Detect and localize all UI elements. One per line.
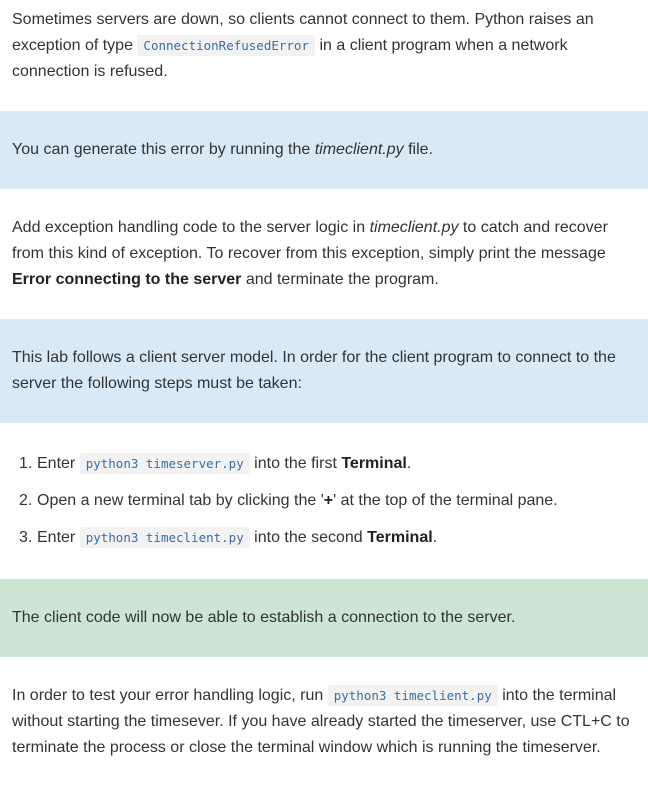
step-text: Enter [37, 455, 80, 472]
step-number: 2. [19, 492, 33, 509]
step-text: . [406, 455, 412, 472]
generate-text-2: file. [403, 141, 433, 158]
step-command: python3 timeserver.py [80, 453, 250, 474]
task-text-2: to catch and recover from this kind of exception. To recover from this exception, simply print the message [12, 219, 608, 262]
step-command: python3 timeclient.py [80, 527, 250, 548]
task-filename: timeclient.py [369, 219, 459, 236]
generate-text-1: You can generate this error by running the [12, 141, 315, 158]
generate-filename: timeclient.py [314, 141, 404, 158]
plus-symbol: + [323, 492, 334, 509]
step-item-3 [19, 524, 648, 561]
success-note-text: The client code will now be able to establish a connection to the server. [12, 609, 516, 626]
step-text: into the second [249, 529, 368, 546]
step-text: . [432, 529, 438, 546]
task-text-3: and terminate the program. [241, 271, 439, 288]
intro-text-2: in a client program when a network connection is refused. [12, 37, 568, 80]
terminal-label: Terminal [367, 529, 433, 546]
terminal-label: Terminal [341, 455, 407, 472]
test-text-1: In order to test your error handling logic, run [12, 687, 328, 704]
step-item-2 [19, 487, 648, 524]
step-item-1 [19, 450, 648, 487]
setup-steps-list [0, 450, 648, 561]
intro-paragraph [0, 7, 648, 85]
intro-text-1: Sometimes servers are down, so clients cannot connect to them. Python raises an exception of type [12, 11, 594, 54]
step-text: Enter [37, 529, 80, 546]
test-text-2: into the terminal without starting the timesever. If you have already started the timeserver, use CTL+C to terminate the process or close the terminal window which is running the timeserver. [12, 687, 630, 756]
step-text: Open a new terminal tab by clicking the ' [37, 492, 324, 509]
client-server-model-note [0, 319, 648, 423]
error-message: Error connecting to the server [12, 271, 242, 288]
generate-error-note [0, 111, 648, 189]
step-text: ' at the top of the terminal pane. [333, 492, 558, 509]
test-command: python3 timeclient.py [328, 685, 498, 706]
task-paragraph [0, 215, 648, 293]
success-note [0, 579, 648, 657]
task-text-1: Add exception handling code to the server logic in [12, 219, 370, 236]
step-number: 1. [19, 455, 33, 472]
model-note-text: This lab follows a client server model. In order for the client program to connect to the server the following steps must be taken: [12, 349, 616, 392]
test-paragraph [0, 683, 648, 761]
exception-code: ConnectionRefusedError [137, 35, 315, 56]
step-text: into the first [249, 455, 342, 472]
step-number: 3. [19, 529, 33, 546]
